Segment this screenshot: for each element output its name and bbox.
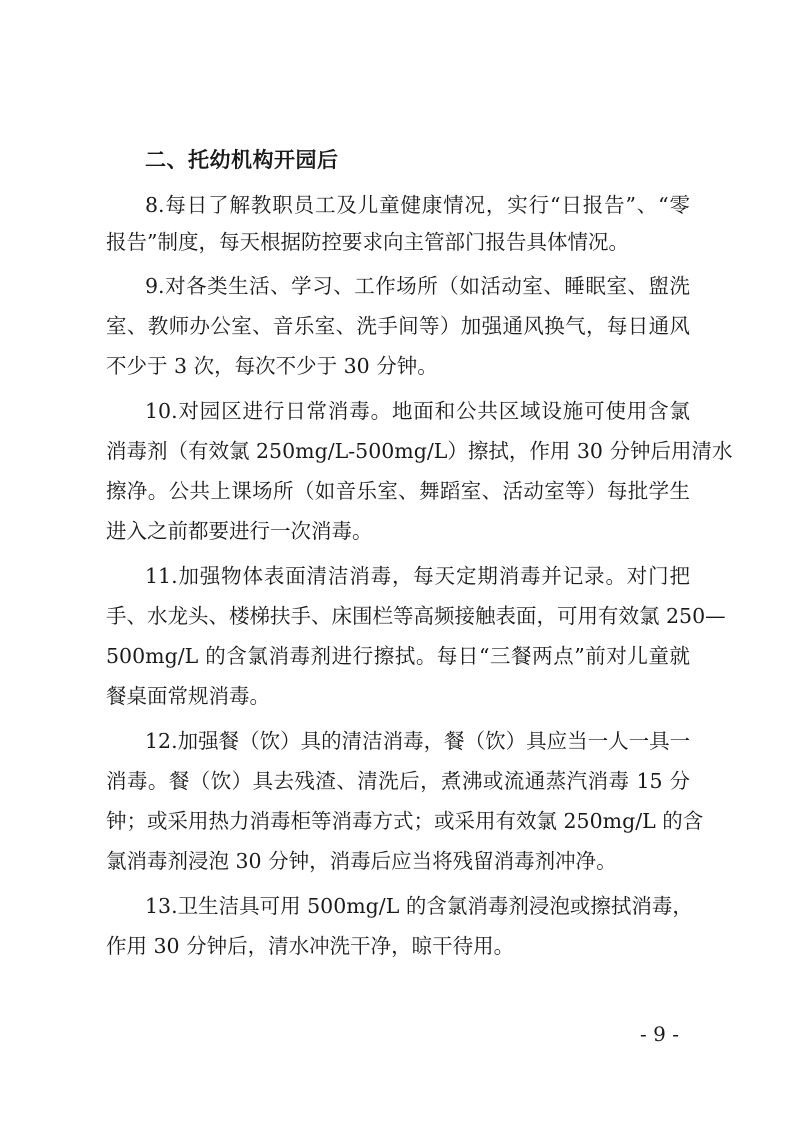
paragraph-10-line-1: 10.对园区进行日常消毒。地面和公共区域设施可使用含氯 <box>145 399 690 423</box>
paragraph-10-line-4: 进入之前都要进行一次消毒。 <box>106 519 373 543</box>
paragraph-12-line-3: 钟；或采用热力消毒柜等消毒方式；或采用有效氯 250mg/L 的含 <box>106 809 704 833</box>
paragraph-9-line-3: 不少于 3 次，每次不少于 30 分钟。 <box>106 354 438 378</box>
paragraph-11-line-4: 餐桌面常规消毒。 <box>106 684 270 708</box>
paragraph-8-line-1: 8.每日了解教职员工及儿童健康情况，实行“日报告”、“零 <box>145 193 690 217</box>
paragraph-12-line-1: 12.加强餐（饮）具的清洁消毒，餐（饮）具应当一人一具一 <box>145 729 691 753</box>
paragraph-12-line-4: 氯消毒剂浸泡 30 分钟，消毒后应当将残留消毒剂冲净。 <box>106 849 617 873</box>
paragraph-11-line-1: 11.加强物体表面清洁消毒，每天定期消毒并记录。对门把 <box>145 564 690 588</box>
paragraph-10-line-2: 消毒剂（有效氯 250mg/L-500mg/L）擦拭，作用 30 分钟后用清水 <box>106 439 733 463</box>
paragraph-11-line-2: 手、水龙头、楼梯扶手、床围栏等高频接触表面，可用有效氯 250— <box>106 604 726 628</box>
paragraph-13-line-2: 作用 30 分钟后，清水冲洗干净，晾干待用。 <box>106 934 515 958</box>
paragraph-9-line-1: 9.对各类生活、学习、工作场所（如活动室、睡眠室、盥洗 <box>145 274 690 298</box>
paragraph-8-line-2: 报告”制度，每天根据防控要求向主管部门报告具体情况。 <box>106 230 629 254</box>
paragraph-10-line-3: 擦净。公共上课场所（如音乐室、舞蹈室、活动室等）每批学生 <box>106 479 690 503</box>
paragraph-9-line-2: 室、教师办公室、音乐室、洗手间等）加强通风换气，每日通风 <box>106 314 690 338</box>
section-heading: 二、托幼机构开园后 <box>145 148 339 172</box>
page-number: - 9 - <box>640 1022 679 1046</box>
paragraph-12-line-2: 消毒。餐（饮）具去残渣、清洗后，煮沸或流通蒸汽消毒 15 分 <box>106 769 690 793</box>
paragraph-13-line-1: 13.卫生洁具可用 500mg/L 的含氯消毒剂浸泡或擦拭消毒， <box>145 894 693 918</box>
paragraph-11-line-3: 500mg/L 的含氯消毒剂进行擦拭。每日“三餐两点”前对儿童就 <box>106 644 690 668</box>
